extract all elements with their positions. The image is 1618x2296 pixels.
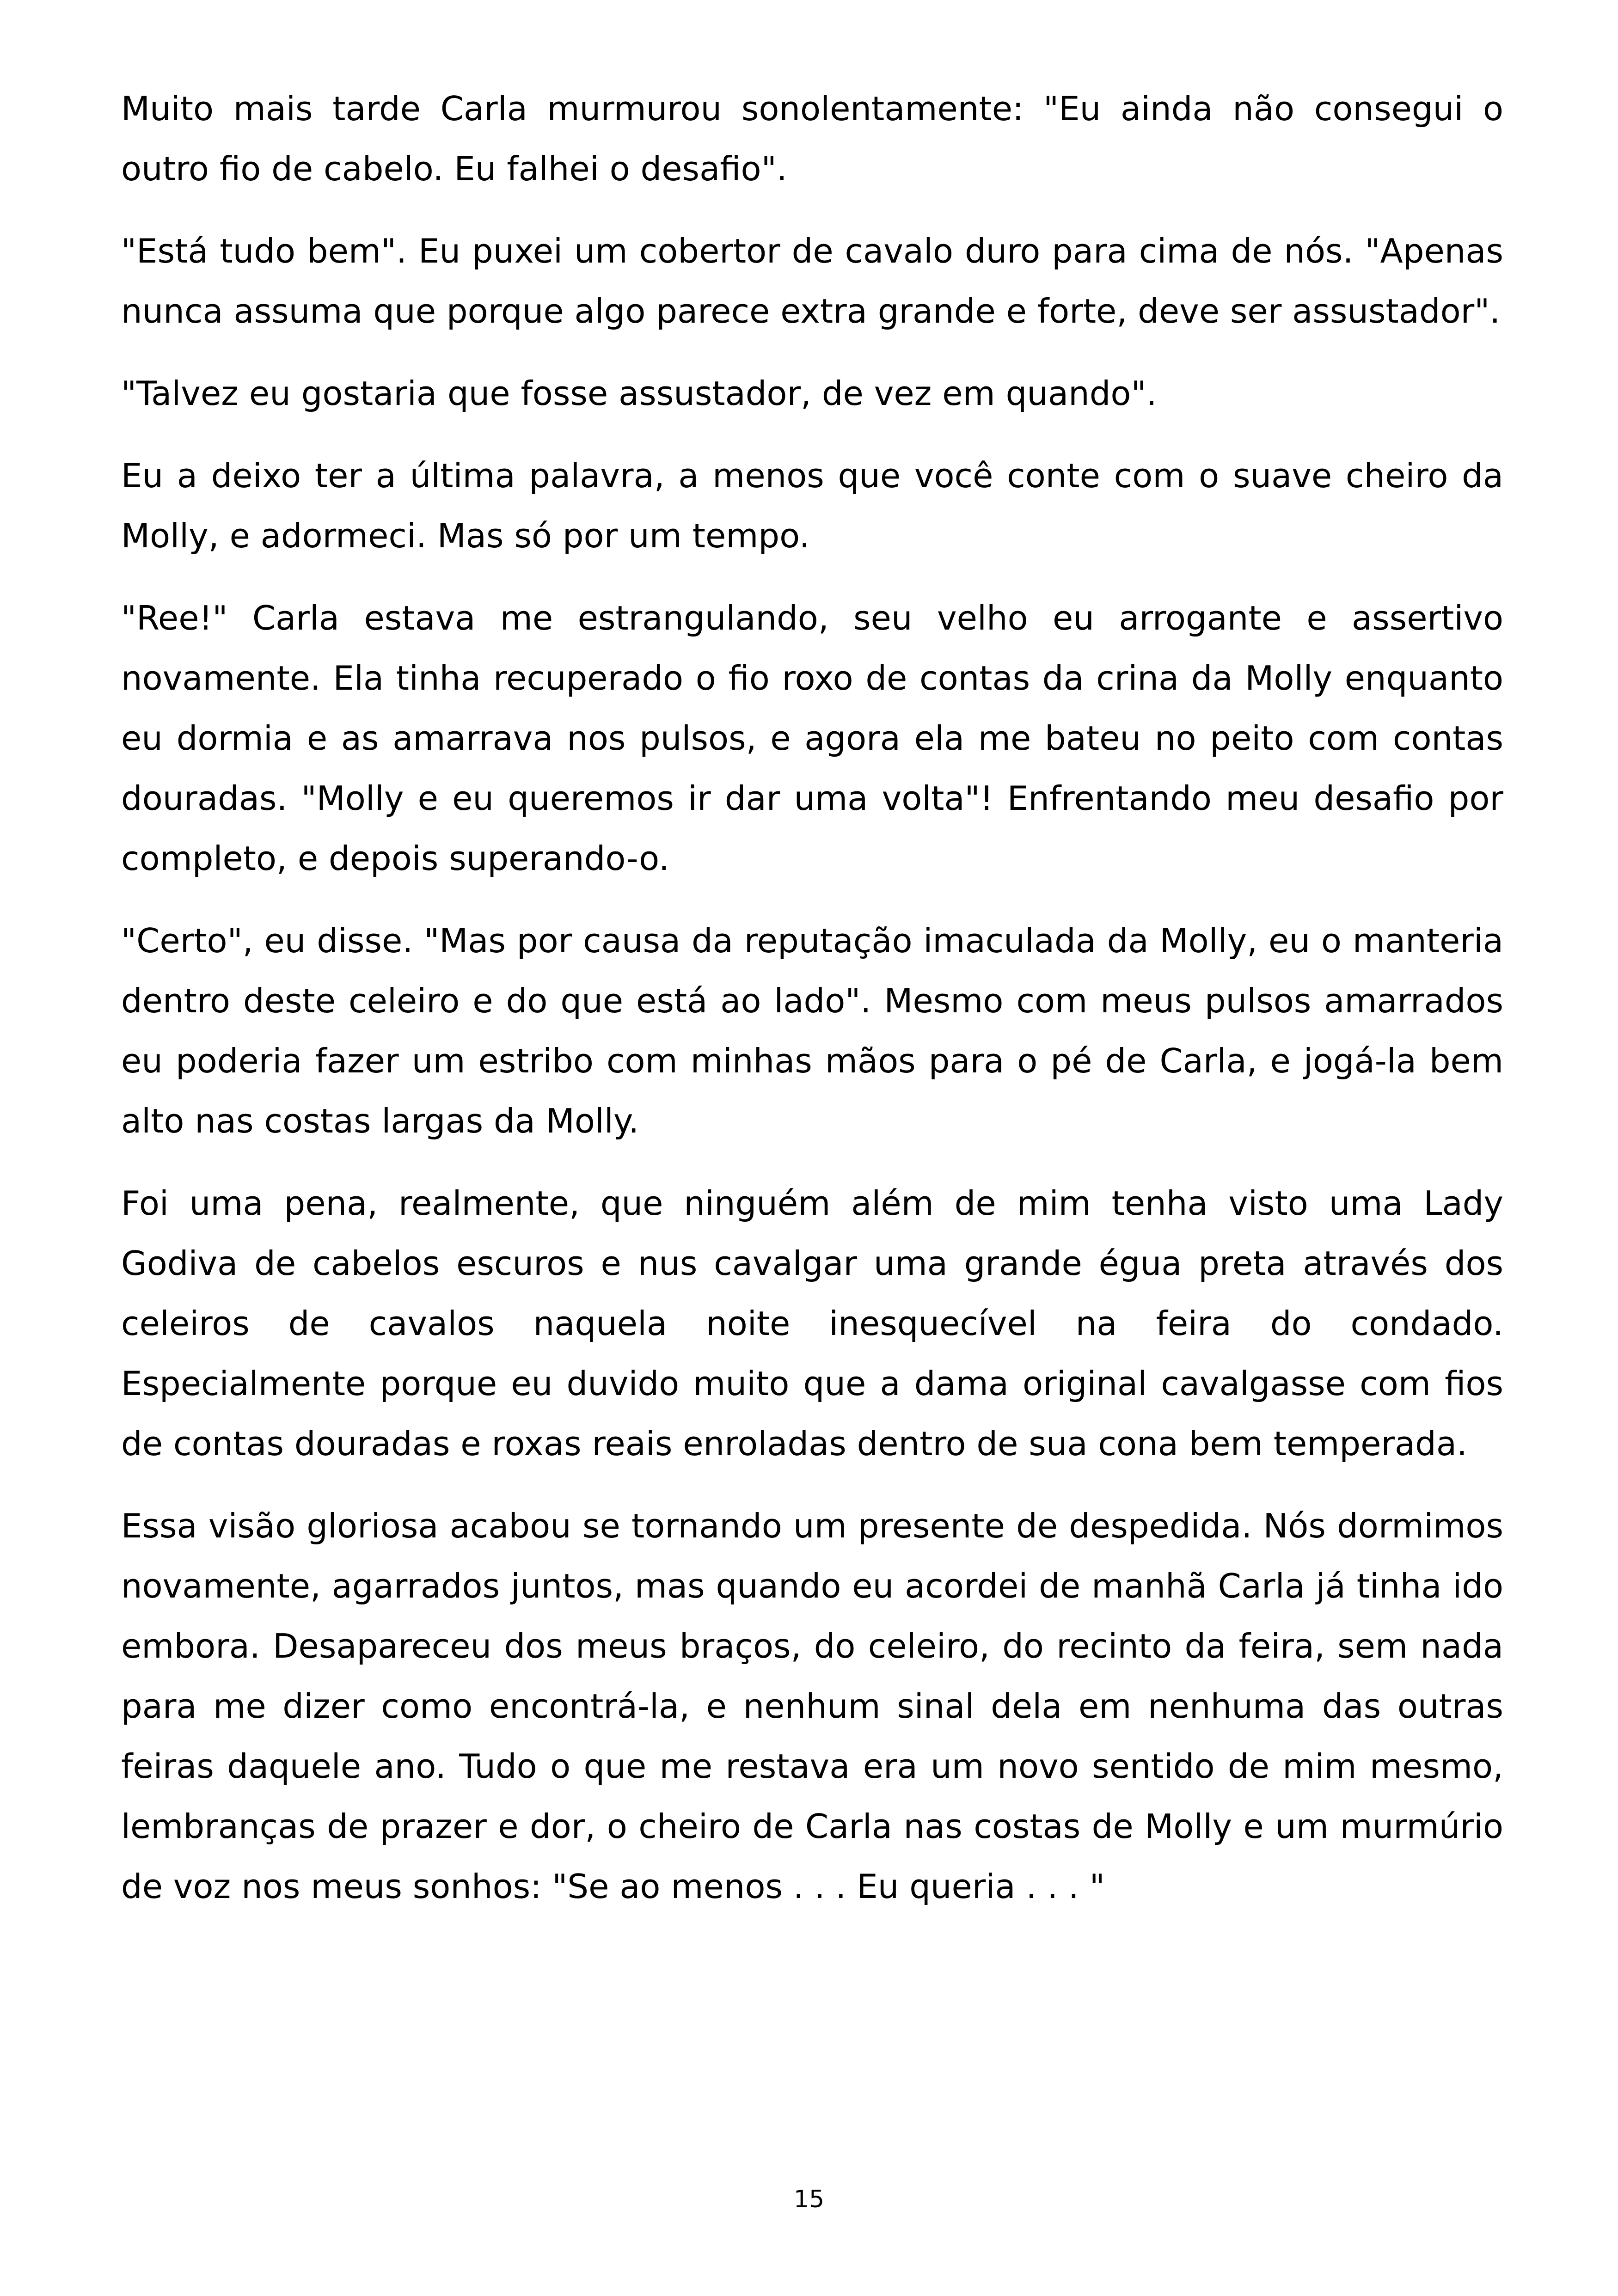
paragraph: Foi uma pena, realmente, que ninguém além de mim tenha visto uma Lady Godiva de cabelos escuros e nus cavalgar uma grande égua preta através dos celeiros de cavalos naquela noite inesquecível na feira do condado. Especialmente porque eu duvido muito que a dama original cavalgasse com fios de contas douradas e roxas reais enroladas dentro de sua cona bem temperada. — [121, 1184, 1503, 1463]
paragraph: "Está tudo bem". Eu puxei um cobertor de cavalo duro para cima de nós. "Apenas nunca assuma que porque algo parece extra grande e forte, deve ser assustador". — [121, 232, 1503, 331]
paragraph: "Talvez eu gostaria que fosse assustador, de vez em quando". — [121, 374, 1157, 413]
paragraph: Eu a deixo ter a última palavra, a menos que você conte com o suave cheiro da Molly, e adormeci. Mas só por um tempo. — [121, 456, 1503, 555]
paragraph: Essa visão gloriosa acabou se tornando um presente de despedida. Nós dormimos novamente, agarrados juntos, mas quando eu acordei de manhã Carla já tinha ido embora. Desapareceu dos meus braços, do celeiro, do recinto da feira, sem nada para me dizer como encontrá-la, e nenhum sinal dela em nenhuma das outras feiras daquele ano. Tudo o que me restava era um novo sentido de mim mesmo, lembranças de prazer e dor, o cheiro de Carla nas costas de Molly e um murmúrio de voz nos meus sonhos: "Se ao menos . . . Eu queria . . . " — [121, 1506, 1503, 1906]
body-text — [121, 79, 1503, 1939]
paragraph: Muito mais tarde Carla murmurou sonolentamente: "Eu ainda não consegui o outro fio de cabelo. Eu falhei o desafio". — [121, 89, 1503, 188]
paragraph: "Certo", eu disse. "Mas por causa da reputação imaculada da Molly, eu o manteria dentro deste celeiro e do que está ao lado". Mesmo com meus pulsos amarrados eu poderia fazer um estribo com minhas mãos para o pé de Carla, e jogá-la bem alto nas costas largas da Molly. — [121, 921, 1503, 1140]
paragraph: "Ree!" Carla estava me estrangulando, seu velho eu arrogante e assertivo novamente. Ela tinha recuperado o fio roxo de contas da crina da Molly enquanto eu dormia e as amarrava nos pulsos, e agora ela me bateu no peito com contas douradas. "Molly e eu queremos ir dar uma volta"! Enfrentando meu desafio por completo, e depois superando-o. — [121, 599, 1503, 878]
page-number: 15 — [793, 2186, 825, 2213]
